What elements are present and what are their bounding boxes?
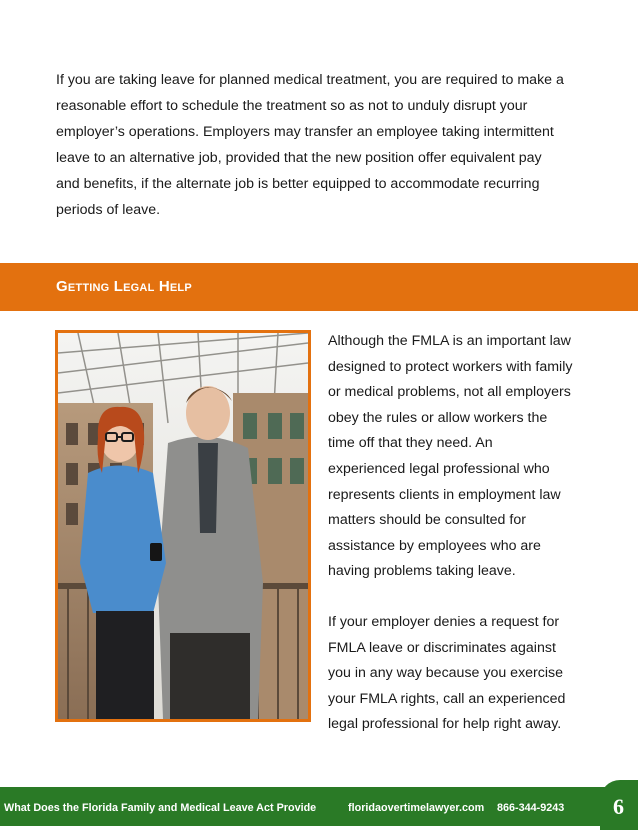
- body-line: matters should be consulted for: [328, 512, 526, 529]
- body-line: If your employer denies a request for: [328, 613, 560, 630]
- photo-two-people-looking-at-phone-icon: [58, 333, 308, 719]
- people-photo: [55, 330, 311, 722]
- body-line: designed to protect workers with family: [328, 358, 573, 375]
- body-line: your FMLA rights, call an experienced: [328, 690, 566, 707]
- footer-phone-number: 866-344-9243: [497, 802, 565, 814]
- body-line: having problems taking leave.: [328, 563, 516, 580]
- body-line: experienced legal professional who: [328, 460, 550, 477]
- body-line: you in any way because you exercise: [328, 665, 564, 682]
- body-paragraph: [328, 610, 598, 738]
- intro-line: If you are taking leave for planned medical treatment, you are required to make a: [56, 72, 564, 88]
- intro-paragraph: [56, 67, 596, 223]
- section-header-band: [0, 263, 638, 311]
- body-line: legal professional for help right away.: [328, 716, 562, 733]
- body-line: or medical problems, not all employers: [328, 384, 571, 401]
- body-paragraph: [328, 329, 598, 585]
- body-text-column: [328, 329, 598, 738]
- body-line: assistance by employees who are: [328, 537, 541, 554]
- intro-line: employer’s operations. Employers may transfer an employee taking intermittent: [56, 124, 554, 140]
- footer-bar: [0, 787, 638, 826]
- intro-line: reasonable effort to schedule the treatment so as not to unduly disrupt your: [56, 98, 528, 114]
- page-number: 6: [613, 794, 624, 819]
- body-line: FMLA leave or discriminates against: [328, 639, 556, 656]
- body-line: represents clients in employment law: [328, 486, 561, 503]
- intro-line: leave to an alternative job, provided that the new position offer equivalent pay: [56, 150, 542, 166]
- body-line: Although the FMLA is an important law: [328, 333, 571, 349]
- footer-website-link[interactable]: floridaovertimelawyer.com: [348, 802, 485, 814]
- body-line: time off that they need. An: [328, 435, 493, 452]
- body-line: obey the rules or allow workers the: [328, 409, 548, 426]
- section-title: Getting Legal Help: [56, 278, 192, 295]
- footer-document-title: What Does the Florida Family and Medical Leave Act Provide: [4, 802, 317, 814]
- intro-line: and benefits, if the alternate job is better equipped to accommodate recurring: [56, 176, 540, 192]
- intro-line: periods of leave.: [56, 202, 161, 218]
